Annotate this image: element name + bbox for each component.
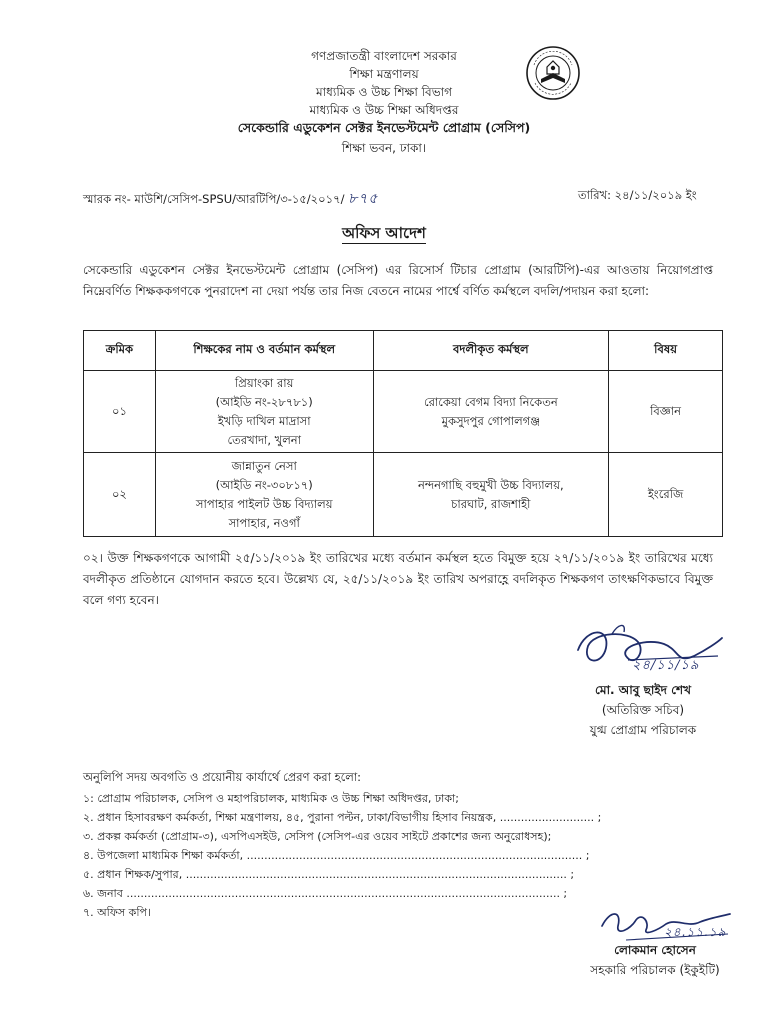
teacher-name: প্রিয়াংকা রায়: [235, 375, 294, 390]
intro-paragraph: সেকেন্ডারি এডুকেশন সেক্টর ইনভেস্টমেন্ট প্রোগ্রাম (সেসিপ) এর রিসোর্স টিচার প্রোগ্রাম (আরটিপি)-এর আওতায় নিয়োগপ্রাপ্ত নিম্নেবর্ণিত শিক্ষককগণকে পুনরাদেশ না দেয়া পর্যন্ত তার নিজ বেতনে নামের পার্শ্বে বর্ণিত কর্মস্থলে বদলি/পদায়ন করা হলো:: [83, 263, 713, 298]
col-header-subject: বিষয়: [609, 331, 723, 371]
signature-handwritten-date: ২৪.১১.১৯: [664, 925, 727, 939]
cell-serial: ০১: [84, 371, 156, 453]
list-item: ৪. উপজেলা মাধ্যমিক শিক্ষা কর্মকর্তা, ................................................................................................ ;: [83, 849, 590, 862]
cell-subject: বিজ্ঞান: [609, 371, 723, 453]
order-title: [0, 222, 768, 247]
header-division: মাধ্যমিক ও উচ্চ শিক্ষা বিভাগ: [315, 85, 453, 99]
header-ministry: শিক্ষা মন্ত্রণালয়: [349, 67, 419, 81]
cell-teacher: [155, 371, 373, 453]
header-directorate: মাধ্যমিক ও উচ্চ শিক্ষা অধিদপ্তর: [309, 103, 459, 117]
instruction-paragraph: ০২। উক্ত শিক্ষকগণকে আগামী ২৫/১১/২০১৯ ইং তারিখের মধ্যে বর্তমান কর্মস্থল হতে বিমুক্ত হয়ে ২৭/১১/২০১৯ ইং তারিখের মধ্যে বদলীকৃত প্রতিষ্ঠানে যোগদান করতে হবে। উল্লেখ্য যে, ২৫/১১/২০১৯ ইং তারিখ অপরাহ্ণে বদলিকৃত শিক্ষকগণ তাৎক্ষণিকভাবে বিমুক্ত বলে গণ্য হবেন।: [83, 551, 713, 607]
teacher-location: সাপাহার, নওগাঁ: [228, 515, 300, 530]
cell-subject: ইংরেজি: [609, 453, 723, 537]
teacher-school: ইখড়ি দাখিল মাদ্রাসা: [217, 413, 311, 428]
cell-teacher: [155, 453, 373, 537]
teacher-id: (আইডি নং-৩০৮১৭): [215, 477, 313, 492]
teacher-school: সাপাহার পাইলট উচ্চ বিদ্যালয়: [195, 496, 333, 511]
list-item: ৭. অফিস কপি।: [83, 906, 151, 919]
cell-transfer: [373, 453, 609, 537]
header-government: গণপ্রজাতন্ত্রী বাংলাদেশ সরকার: [311, 49, 457, 63]
cc-heading: অনুলিপি সদয় অবগতি ও প্রয়োনীয় কার্যার্থে প্রেরণ করা হলো:: [83, 770, 362, 784]
teacher-name: জান্নাতুন নেসা: [231, 458, 297, 473]
table-row: [84, 453, 723, 537]
ministry-logo-icon: [525, 45, 581, 101]
list-item: ২. প্রধান হিসাবরক্ষণ কর্মকর্তা, শিক্ষা মন্ত্রণালয়, ৪৫, পুরানা পল্টন, ঢাকা/বিভাগীয় হিসাব নিয়ন্ত্রক, ........................... ;: [83, 811, 602, 824]
memo-handwritten-number: ৮৭৫: [348, 191, 379, 207]
teacher-location: তেরখাদা, খুলনা: [227, 432, 301, 447]
signatory-designation: যুগ্ম প্রোগ্রাম পরিচালক: [589, 723, 697, 737]
col-header-serial: ক্রমিক: [84, 331, 156, 371]
memo-date: তারিখ: ২৪/১১/২০১৯ ইং: [578, 188, 697, 202]
transfer-location: চারঘাট, রাজশাহী: [451, 496, 531, 511]
memo-number-label: স্মারক নং- মাউশি/সেসিপ-SPSU/আরটিপি/৩-১৫/২০১৭/: [83, 192, 345, 206]
list-item: ৬. জনাব ............................................................................................................................ ;: [83, 887, 568, 900]
order-title-text: অফিস আদেশ: [342, 224, 426, 242]
signatory-designation: সহকারি পরিচালক (ইকুইটি): [590, 963, 720, 977]
header-program: সেকেন্ডারি এডুকেশন সেক্টর ইনভেস্টমেন্ট প্রোগ্রাম (সেসিপ): [237, 120, 531, 135]
signatory-name: লোকমান হোসেন: [614, 943, 696, 957]
list-item: ৫. প্রধান শিক্ষক/সুপার, ............................................................................................................. ;: [83, 868, 575, 881]
cell-serial: ০২: [84, 453, 156, 537]
col-header-teacher: শিক্ষকের নাম ও বর্তমান কর্মস্থল: [155, 331, 373, 371]
signature-handwritten-date: ২৪/১১/১৯: [632, 658, 700, 673]
transfer-school: নন্দনগাছি বহুমুখী উচ্চ বিদ্যালয়,: [418, 477, 564, 492]
teacher-id: (আইডি নং-২৮৭৮১): [215, 394, 313, 409]
cell-transfer: [373, 371, 609, 453]
list-item: ১: প্রোগ্রাম পরিচালক, সেসিপ ও মহাপরিচালক, মাধ্যমিক ও উচ্চ শিক্ষা অধিদপ্তর, ঢাকা;: [83, 792, 459, 805]
memo-number: [83, 187, 378, 211]
transfer-table: [83, 330, 723, 537]
table-row: [84, 371, 723, 453]
signatory-title: (অতিরিক্ত সচিব): [601, 703, 685, 717]
table-header-row: [84, 331, 723, 371]
transfer-school: রোকেয়া বেগম বিদ্যা নিকেতন: [423, 394, 558, 409]
copy-distribution: [83, 768, 723, 922]
signature-block-director: [548, 680, 738, 740]
signature-block-assistant: [560, 940, 750, 980]
transfer-location: মুকসুদপুর গোপালগঞ্জ: [441, 413, 541, 428]
col-header-transfer: বদলীকৃত কর্মস্থল: [373, 331, 609, 371]
list-item: ৩. প্রকল্প কর্মকর্তা (প্রোগ্রাম-৩), এসপিএসইউ, সেসিপ (সেসিপ-এর ওয়েব সাইটে প্রকাশের জন্য অনুরোধসহ);: [83, 830, 552, 843]
signatory-name: মো. আবু ছাইদ শেখ: [595, 683, 691, 697]
header-address: শিক্ষা ভবন, ঢাকা।: [341, 141, 427, 155]
